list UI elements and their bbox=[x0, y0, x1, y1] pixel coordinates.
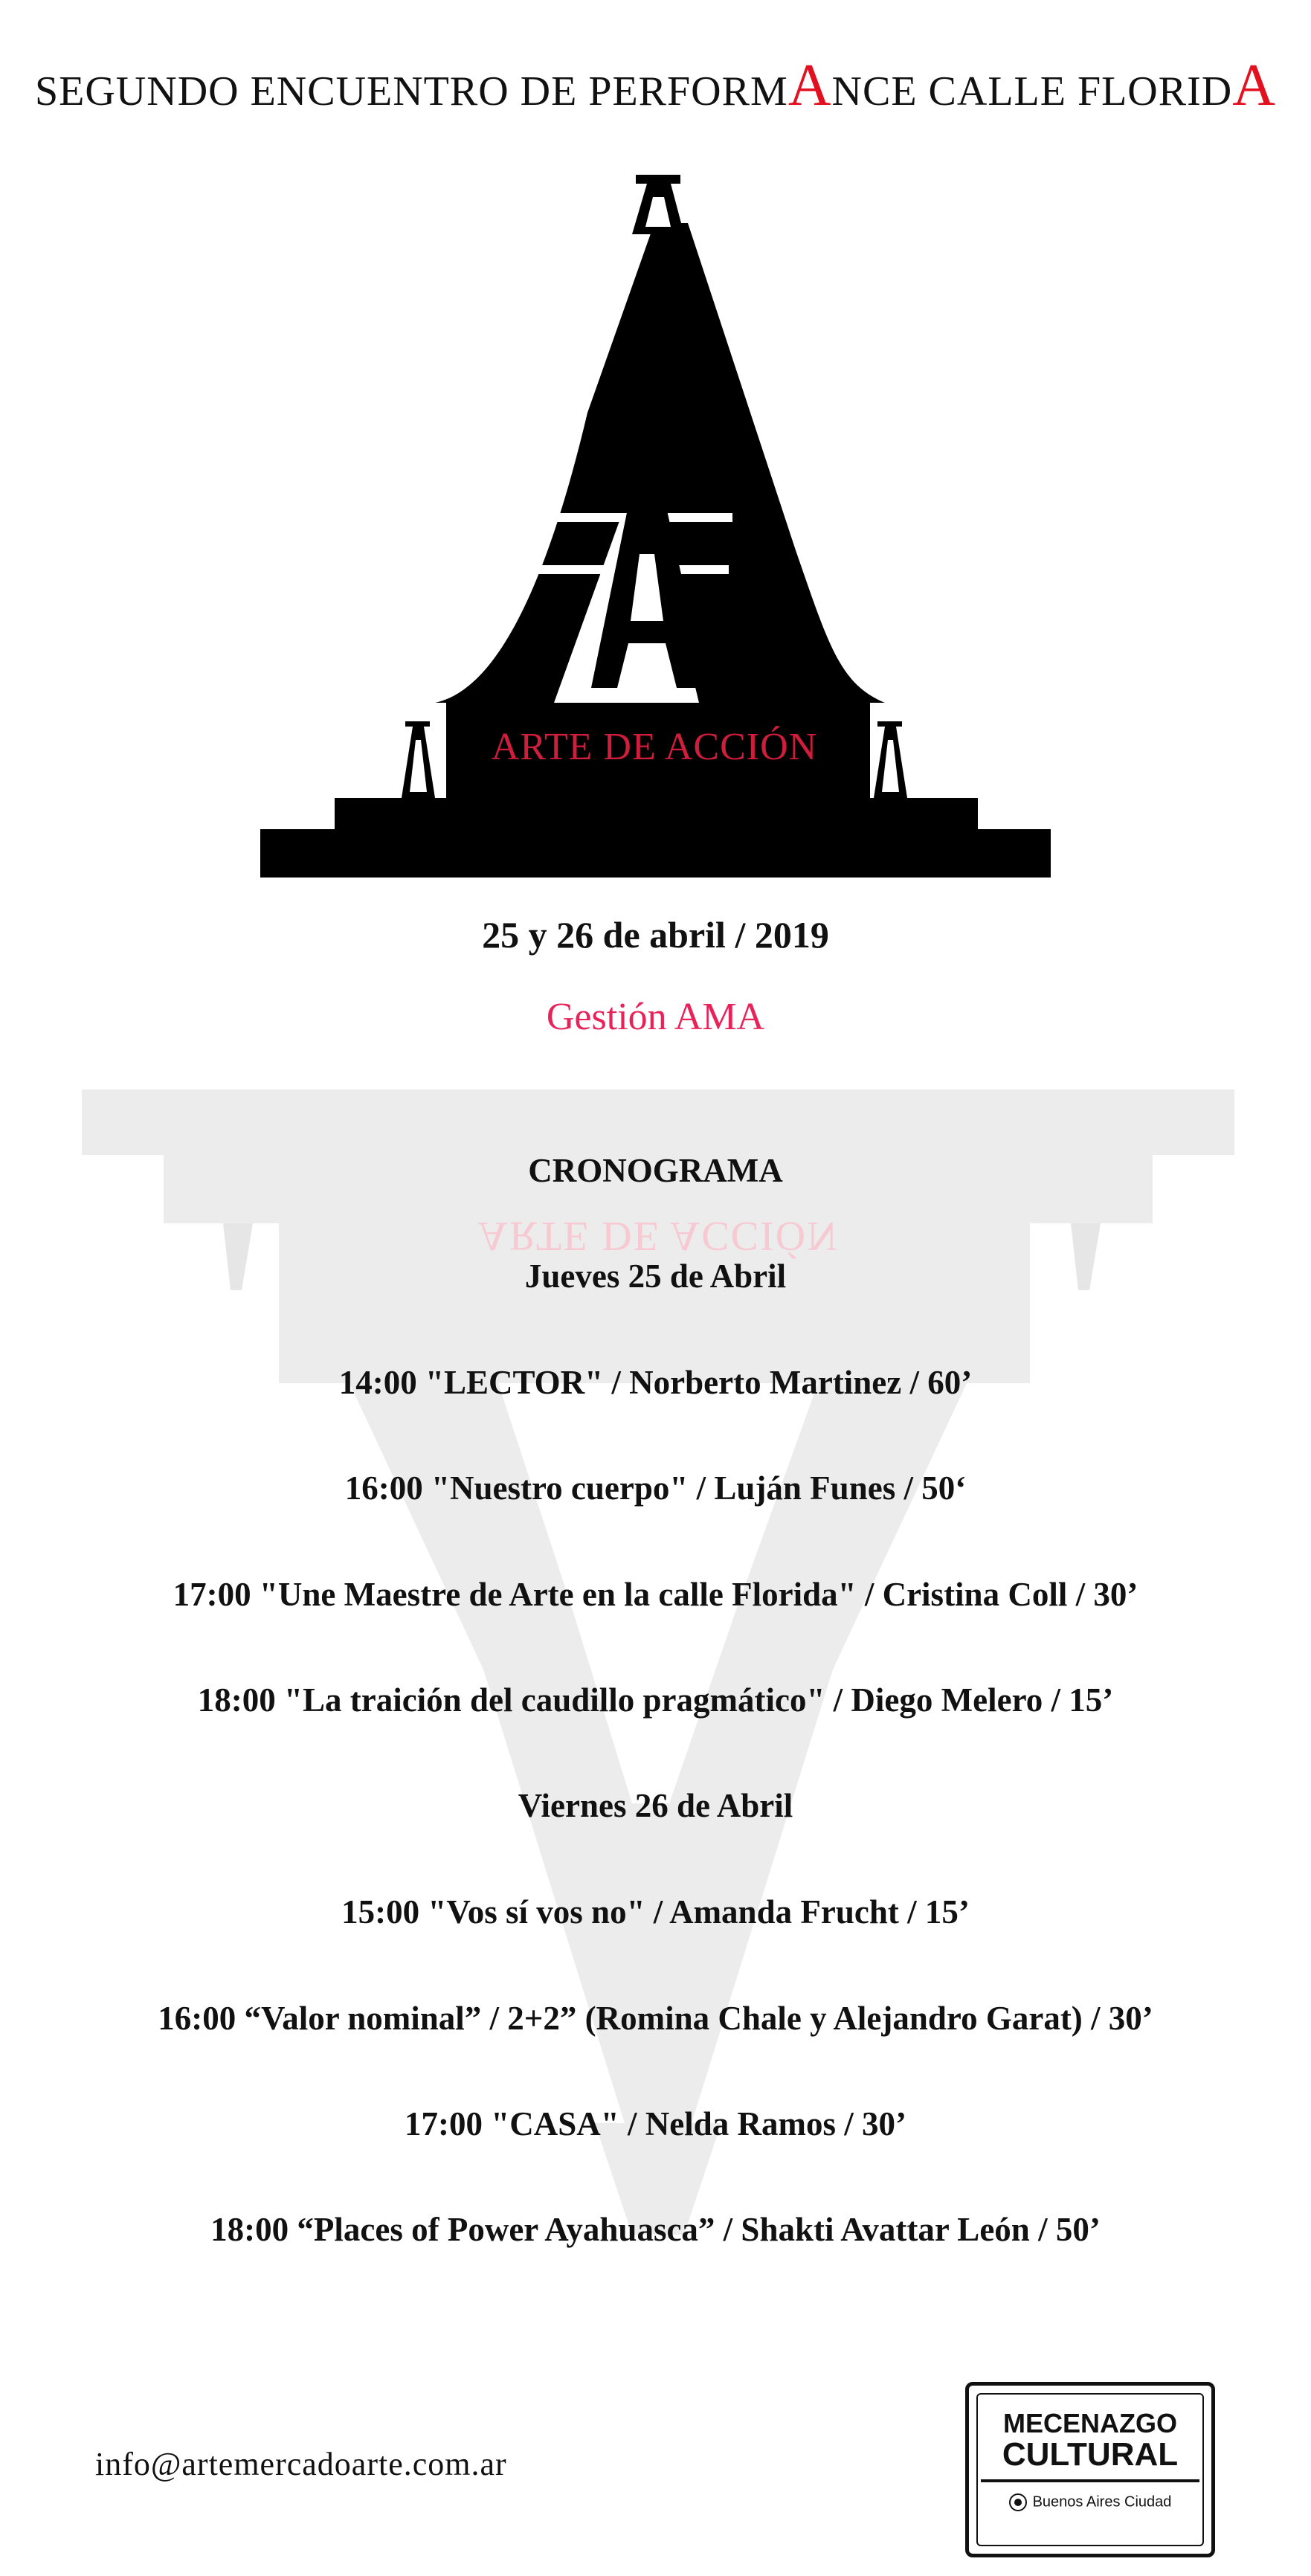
schedule-item: 17:00 "Une Maestre de Arte en la calle Florida" / Cristina Coll / 30’ bbox=[173, 1576, 1138, 1613]
schedule-item: 18:00 “Places of Power Ayahuasca” / Shakti Avattar León / 50’ bbox=[210, 2211, 1101, 2248]
schedule-item: 16:00 "Nuestro cuerpo" / Luján Funes / 50‘ bbox=[344, 1469, 967, 1507]
schedule-title: CRONOGRAMA bbox=[528, 1152, 783, 1189]
day-1-label: Jueves 25 de Abril bbox=[524, 1258, 787, 1295]
event-organizer: Gestión AMA bbox=[546, 996, 765, 1038]
header-text-1: SEGUNDO ENCUENTRO DE PERFORM bbox=[35, 68, 788, 115]
event-dates: 25 y 26 de abril / 2019 bbox=[482, 914, 829, 956]
schedule-item: 14:00 "LECTOR" / Norberto Martinez / 60’ bbox=[338, 1364, 973, 1401]
page-header bbox=[0, 52, 1311, 120]
schedule-item: 16:00 “Valor nominal” / 2+2” (Romina Chale y Alejandro Garat) / 30’ bbox=[158, 2000, 1153, 2037]
badge-line-1: MECENAZGO bbox=[1003, 2408, 1177, 2438]
contact-email[interactable]: info@artemercadoarte.com.ar bbox=[95, 2446, 507, 2482]
badge-line-2: CULTURAL bbox=[1002, 2436, 1179, 2473]
schedule-item: 15:00 "Vos sí vos no" / Amanda Frucht / 15’ bbox=[341, 1893, 970, 1931]
day-2-label: Viernes 26 de Abril bbox=[518, 1787, 793, 1824]
header-accent-2: A bbox=[1232, 53, 1276, 118]
badge-footer bbox=[969, 2493, 1211, 2511]
logo-caption: ARTE DE ACCIÓN bbox=[491, 726, 818, 768]
arte-de-accion-logo bbox=[260, 167, 1051, 878]
badge-footer-text: Buenos Aires Ciudad bbox=[1032, 2493, 1172, 2511]
header-accent-1: A bbox=[787, 53, 832, 118]
schedule-item: 17:00 "CASA" / Nelda Ramos / 30’ bbox=[405, 2105, 906, 2142]
header-text-2: NCE CALLE FLORID bbox=[831, 68, 1233, 115]
watermark-caption: ARTE DE ACCIÓN bbox=[477, 1213, 839, 1259]
mecenazgo-cultural-badge bbox=[965, 2382, 1215, 2557]
city-seal-icon bbox=[1009, 2493, 1027, 2511]
schedule-item: 18:00 "La traición del caudillo pragmático" / Diego Melero / 15’ bbox=[197, 1681, 1114, 1719]
badge-divider bbox=[981, 2479, 1199, 2482]
